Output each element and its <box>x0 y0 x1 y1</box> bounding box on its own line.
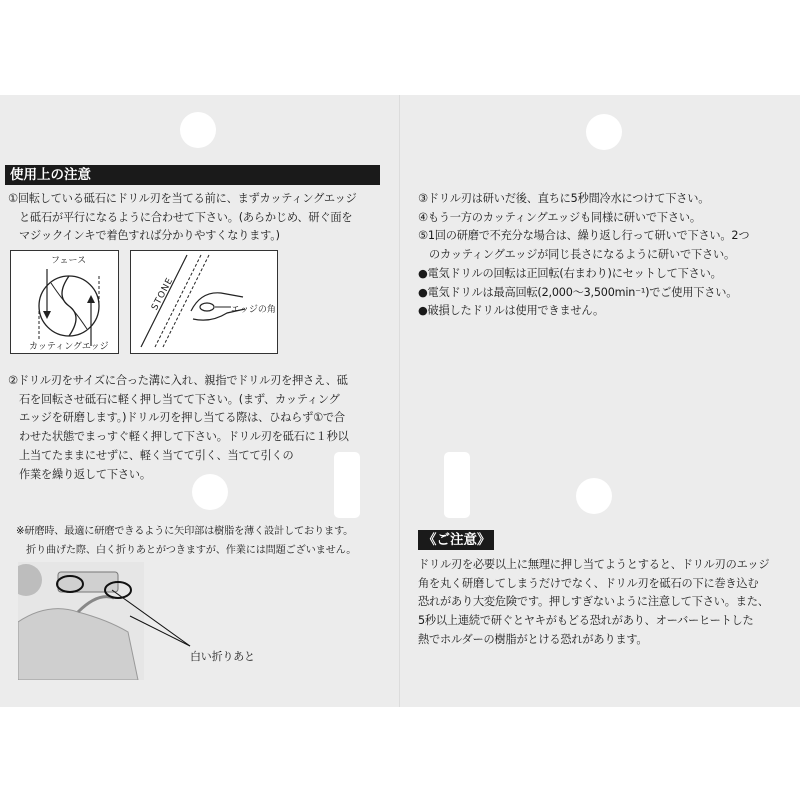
list-item: ●電気ドリルは最高回転(2,000〜3,500min⁻¹)でご使用下さい。 <box>418 285 738 299</box>
text-line: 角を丸く研磨してしまうだけでなく、ドリル刃を砥石の下に巻き込む <box>418 576 759 590</box>
text-line: 熱でホルダーの樹脂がとける恐れがあります。 <box>418 632 648 646</box>
section-header-caution: 《ご注意》 <box>418 530 494 550</box>
text-line: ②ドリル刃をサイズに合った溝に入れ、親指でドリル刃を押さえ、砥 <box>8 374 348 387</box>
callout-label-fold-mark: 白い折りあと <box>190 650 255 663</box>
list-item: ③ドリル刃は研いだ後、直ちに5秒間冷水につけて下さい。 <box>418 192 710 205</box>
punch-hole <box>576 478 612 514</box>
label-edge-corner: エッジの角 <box>231 305 276 315</box>
cutout-slot <box>444 452 470 518</box>
list-item: ④もう一方のカッティングエッジも同様に研いで下さい。 <box>418 210 701 224</box>
punch-hole <box>586 114 622 150</box>
stone-edge-diagram <box>130 250 278 354</box>
text-line: ドリル刃を必要以上に無理に押し当てようとすると、ドリル刃のエッジ <box>418 558 770 571</box>
text-line: エッジを研磨します。)ドリル刃を押し当てる際は、ひねらず①で合 <box>8 411 345 425</box>
text-line: ①回転している砥石にドリル刃を当てる前に、まずカッティングエッジ <box>8 192 357 205</box>
fold-line <box>399 95 400 707</box>
text-line: 上当てたままにせずに、軽く当てて引く、当てて引くの <box>8 448 294 462</box>
paragraph-step-1 <box>8 190 357 246</box>
punch-hole <box>180 112 216 148</box>
list-item: ●破損したドリルは使用できません。 <box>418 304 605 318</box>
drill-face-drawing <box>11 251 118 353</box>
resin-note <box>16 522 356 560</box>
list-item: のカッティングエッジが同じ長さになるように研いで下さい。 <box>418 248 735 262</box>
text-line: 石を回転させ砥石に軽く押し当てて下さい。(まず、カッティング <box>8 392 340 406</box>
text-line: わせた状態でまっすぐ軽く押して下さい。ドリル刃を砥石に１秒以 <box>8 430 349 444</box>
label-face: フェース <box>51 256 87 266</box>
drill-face-diagram <box>10 250 119 354</box>
text-line: と砥石が平行になるように合わせて下さい。(あらかじめ、研ぐ面を <box>8 210 353 224</box>
section-header-usage: 使用上の注意 <box>5 165 380 185</box>
text-line: 折り曲げた際、白く折りあとがつきますが、作業には問題ございません。 <box>16 545 357 556</box>
paragraph-step-2 <box>8 372 349 484</box>
caution-paragraph <box>418 556 769 650</box>
text-line: 作業を繰り返して下さい。 <box>8 467 151 481</box>
label-cutting-edge: カッティングエッジ <box>29 342 109 352</box>
text-line: 5秒以上連続で研ぐとヤキがもどる恐れがあり、オーバーヒートした <box>418 614 754 628</box>
list-item: ●電気ドリルの回転は正回転(右まわり)にセットして下さい。 <box>418 266 722 280</box>
text-line: 恐れがあり大変危険です。押しすぎないように注意して下さい。また、 <box>418 595 769 609</box>
callout-arrows <box>100 580 200 660</box>
list-item: ⑤1回の研磨で不充分な場合は、繰り返し行って研いで下さい。2つ <box>418 229 750 243</box>
text-line: ※研磨時、最適に研磨できるように矢印部は樹脂を薄く設計しております。 <box>16 526 354 537</box>
steps-list <box>418 190 749 321</box>
label-stone-text: STONE <box>150 275 176 313</box>
text-line: マジックインキで着色すれば分かりやすくなります。) <box>8 229 280 243</box>
